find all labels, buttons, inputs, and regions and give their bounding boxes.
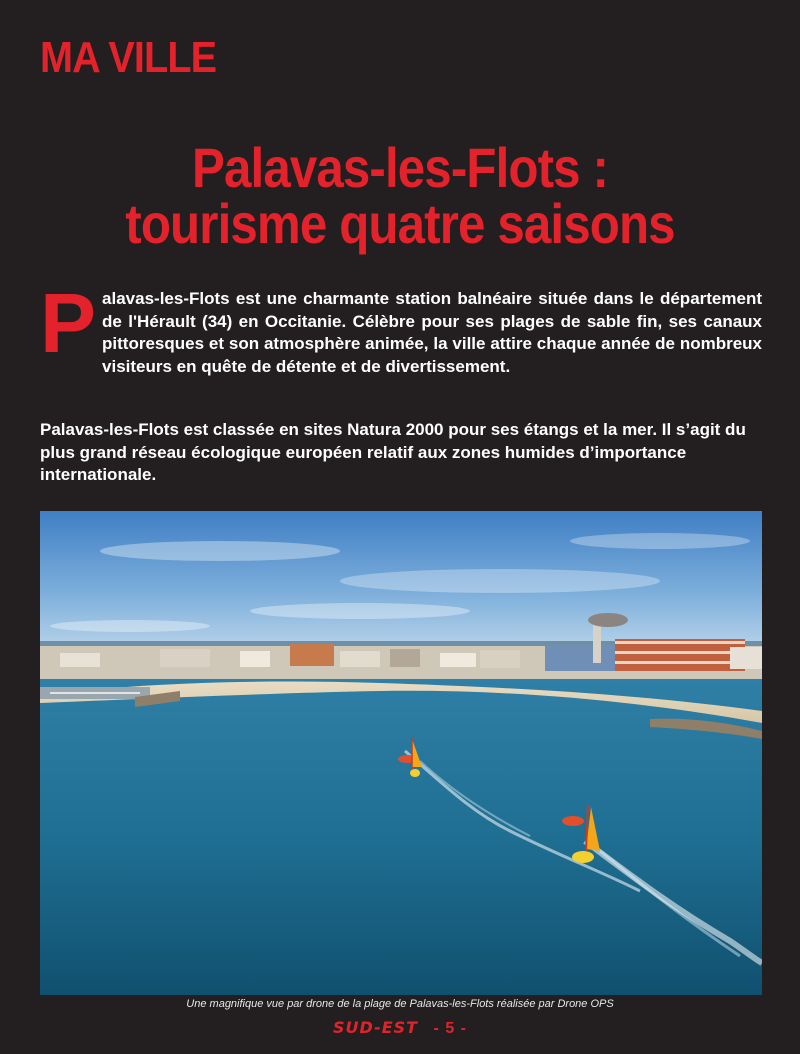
page-number: - 5 -: [433, 1020, 467, 1037]
page-footer: [0, 1018, 800, 1038]
intro-paragraph: [40, 276, 762, 378]
body-paragraph: Palavas-les-Flots est classée en sites Natura 2000 pour ses étangs et la mer. Il s’agit du plus grand réseau écologique européen relatif aux zones humides d’importance internationale.: [40, 420, 746, 484]
drone-photo: [40, 511, 762, 995]
photo-caption: Une magnifique vue par drone de la plage de Palavas-les-Flots réalisée par Drone OPS: [186, 998, 614, 1010]
headline: [0, 136, 800, 255]
footer-brand: SUD-EST: [332, 1018, 419, 1037]
drop-cap: P: [40, 276, 97, 370]
intro-text: alavas-les-Flots est une charmante station balnéaire située dans le département de l'Hérault (34) en Occitanie. Célèbre pour ses plages de sable fin, ses canaux pittoresques et son atmosphère animée, la ville attire chaque année de nombreux visiteurs en quête de détente et de divertissement.: [102, 289, 762, 376]
headline-line-2: tourisme quatre saisons: [125, 192, 675, 255]
headline-line-1: Palavas-les-Flots :: [191, 136, 609, 199]
section-label: MA VILLE: [40, 33, 217, 82]
